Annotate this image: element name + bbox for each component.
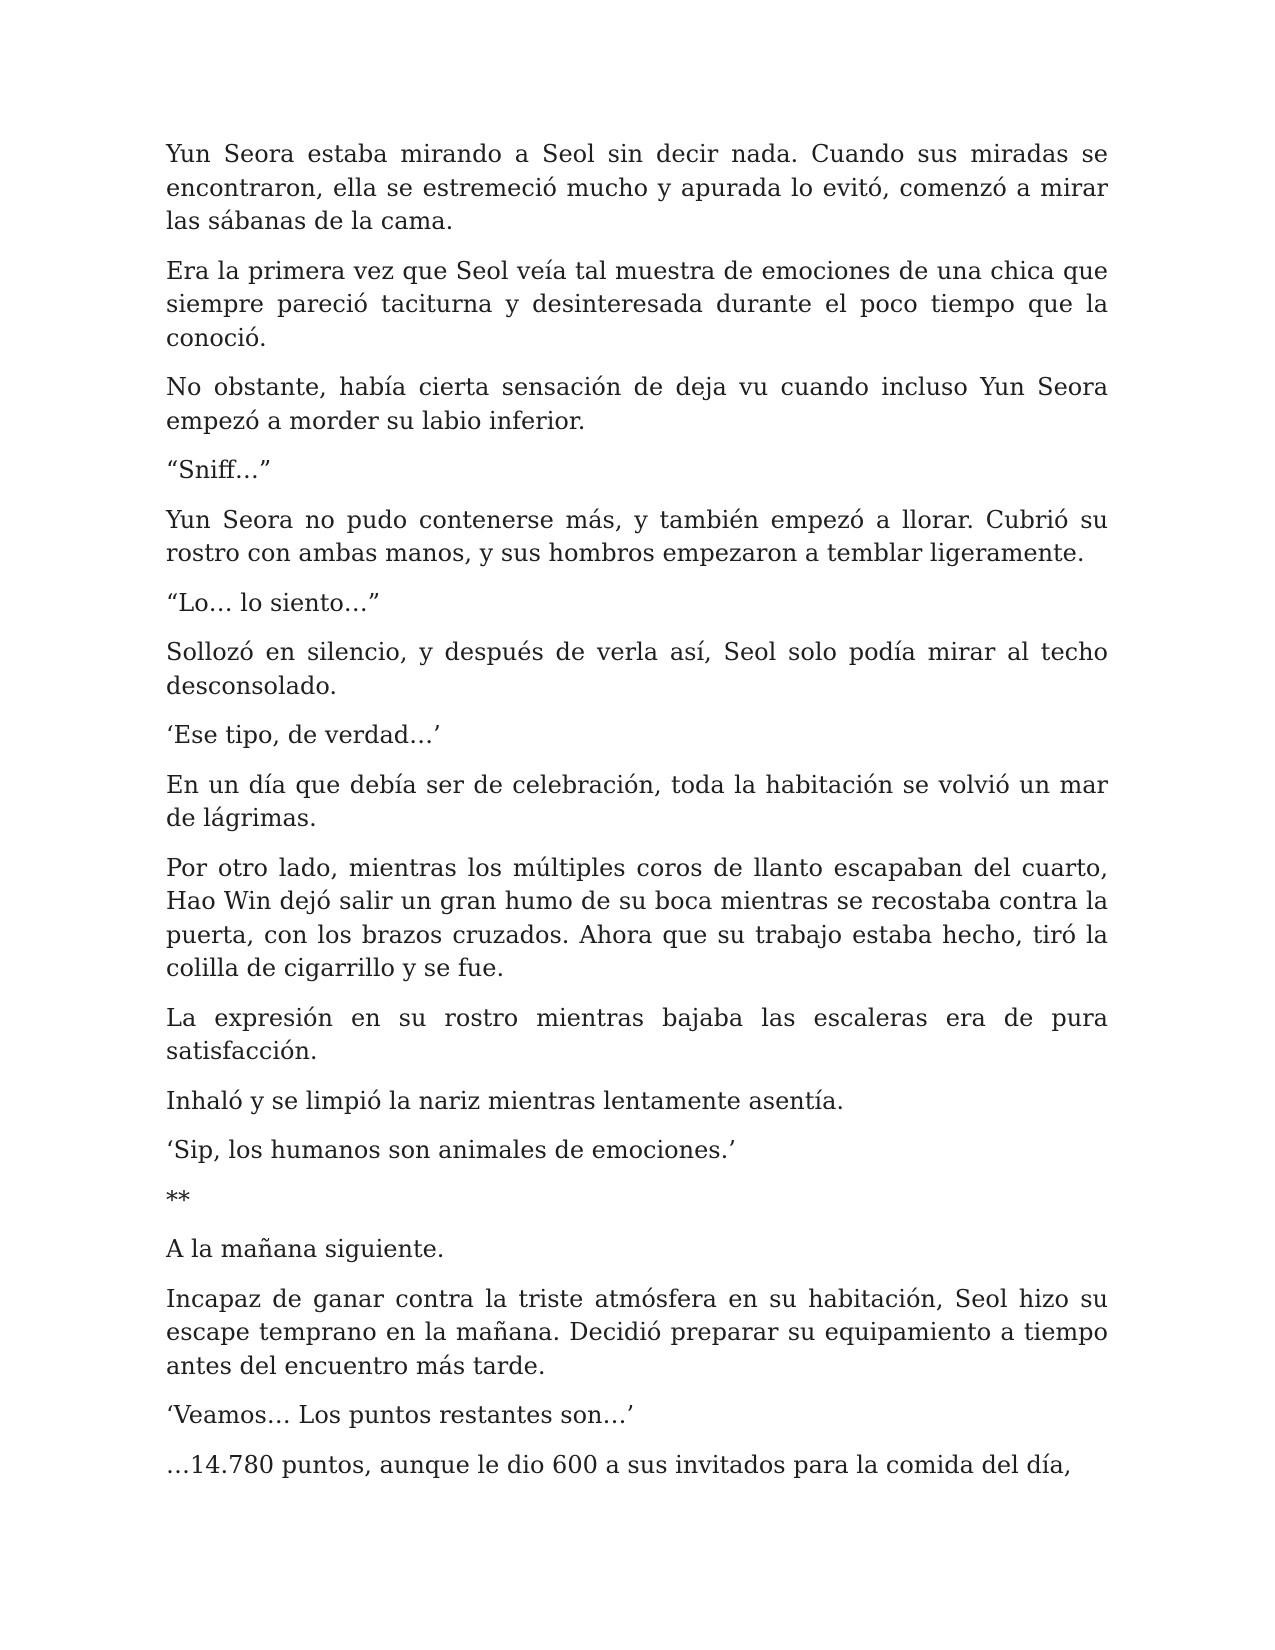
- paragraph: Inhaló y se limpió la nariz mientras lentamente asentía.: [166, 1086, 845, 1115]
- paragraph: La expresión en su rostro mientras bajaba las escaleras era de pura satisfacción.: [166, 1003, 1108, 1065]
- paragraph: Por otro lado, mientras los múltiples coros de llanto escapaban del cuarto, Hao Win dejó salir un gran humo de su boca mientras se recostaba contra la puerta, con los brazos cruzados. Ahora que su trabajo estaba hecho, tiró la colilla de cigarrillo y se fue.: [166, 853, 1108, 982]
- dialogue-line: “Sniff…”: [166, 456, 272, 484]
- paragraph: Yun Seora estaba mirando a Seol sin decir nada. Cuando sus miradas se encontraron, ella se estremeció mucho y apurada lo evitó, comenzó a mirar las sábanas de la cama.: [166, 140, 1108, 235]
- paragraph: Incapaz de ganar contra la triste atmósfera en su habitación, Seol hizo su escape temprano en la mañana. Decidió preparar su equipamiento a tiempo antes del encuentro más tarde.: [166, 1284, 1108, 1380]
- paragraph: …14.780 puntos, aunque le dio 600 a sus invitados para la comida del día,: [166, 1450, 1072, 1479]
- paragraph: No obstante, había cierta sensación de deja vu cuando incluso Yun Seora empezó a morder su labio inferior.: [166, 373, 1108, 435]
- thought-line: ‘Veamos… Los puntos restantes son…’: [166, 1401, 635, 1429]
- paragraph: Era la primera vez que Seol veía tal muestra de emociones de una chica que siempre pareció taciturna y desinteresada durante el poco tiempo que la conoció.: [166, 256, 1108, 352]
- scene-break: **: [166, 1185, 190, 1214]
- document-body: [166, 138, 1108, 1498]
- paragraph: A la mañana siguiente.: [166, 1235, 445, 1263]
- thought-line: ‘Ese tipo, de verdad…’: [166, 721, 441, 749]
- paragraph: En un día que debía ser de celebración, toda la habitación se volvió un mar de lágrimas.: [166, 770, 1108, 832]
- paragraph: Sollozó en silencio, y después de verla así, Seol solo podía mirar al techo desconsolado.: [166, 638, 1108, 700]
- thought-line: ‘Sip, los humanos son animales de emociones.’: [166, 1136, 736, 1164]
- paragraph: Yun Seora no pudo contenerse más, y también empezó a llorar. Cubrió su rostro con ambas manos, y sus hombros empezaron a temblar ligeramente.: [166, 505, 1108, 567]
- dialogue-line: “Lo… lo siento…”: [166, 588, 381, 617]
